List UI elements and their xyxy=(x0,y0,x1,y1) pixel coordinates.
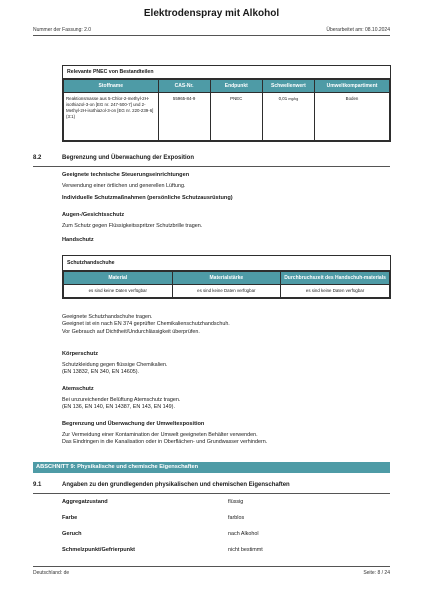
material-cell: es sind keine Daten verfügbar xyxy=(64,285,173,298)
property-label: Geruch xyxy=(62,531,82,537)
text-line: Das Eindringen in die Kanalisation oder in Oberflächen- und Grundwasser verhindern. xyxy=(62,439,268,446)
endpoint-cell: PNEC xyxy=(210,93,262,141)
pnec-header-row xyxy=(64,80,390,93)
text-line: Bei unzureichender Belüftung Atemschutz tragen. xyxy=(62,397,181,403)
version-number: Nummer der Fassung: 2.0 xyxy=(33,27,92,33)
pnec-table xyxy=(63,79,390,141)
footer-country: Deutschland: de xyxy=(33,570,70,576)
section-divider xyxy=(33,166,390,167)
text-line: Geeignet ist ein nach EN 374 geprüfter Chemikalienschutzhandschuh. xyxy=(62,321,230,328)
section-9-banner: ABSCHNITT 9: Physikalische und chemische Eigenschaften xyxy=(33,462,390,473)
material-thickness-cell: es sind keine Daten verfügbar xyxy=(172,285,281,298)
pnec-table-box xyxy=(62,65,391,142)
environmental-exposure-text xyxy=(62,432,267,447)
section-divider xyxy=(33,493,390,494)
threshold-unit: mg/kg xyxy=(288,97,299,102)
gloves-table xyxy=(63,271,390,298)
individual-protection-heading: Individuelle Schutzmaßnahmen (persönliche Schutzausrüstung) xyxy=(62,195,233,201)
respiratory-protection-text xyxy=(62,397,180,412)
gloves-col-header: Materialstärke xyxy=(172,272,281,285)
subsection-title: Angaben zu den grundlegenden physikalischen und chemischen Eigenschaften xyxy=(62,482,290,488)
pnec-col-header: CAS-Nr. xyxy=(158,80,210,93)
body-protection-text xyxy=(62,362,167,377)
subsection-number: 9.1 xyxy=(33,482,42,488)
body-protection-heading: Körperschutz xyxy=(62,351,99,357)
gloves-table-title: Schutzhandschuhe xyxy=(63,256,390,271)
pnec-col-header: Stoffname xyxy=(64,80,159,93)
property-value: farblos xyxy=(228,515,245,521)
text-line: (EN 13832, EN 340, EN 14605). xyxy=(62,369,140,376)
table-row xyxy=(64,285,390,298)
pnec-col-header: Schwellenwert xyxy=(262,80,314,93)
property-value: flüssig xyxy=(228,499,244,505)
pnec-table-title: Relevante PNEC von Bestandteilen xyxy=(63,66,390,79)
eye-protection-text: Zum Schutz gegen Flüssigkeitsspritzer Schutzbrille tragen. xyxy=(62,223,203,229)
eye-protection-heading: Augen-/Gesichtsschutz xyxy=(62,212,125,218)
threshold-cell xyxy=(262,93,314,141)
text-line: Zur Vermeidung einer Kontamination der Umwelt geeigneten Behälter verwenden. xyxy=(62,432,258,438)
property-label: Farbe xyxy=(62,515,78,521)
respiratory-protection-heading: Atemschutz xyxy=(62,386,94,392)
footer-divider xyxy=(33,566,390,567)
substance-name-cell: Reaktionsmasse aus 5-Chlor-2-methyl-2H-isothiazol-3-on [EG nr. 247-500-7] und 2-Methyl-2H-isothiazol-3-on [EG nr. 220-239-6] (3:1) xyxy=(64,93,159,141)
pnec-col-header: Umweltkompartiment xyxy=(315,80,390,93)
compartment-cell: Boden xyxy=(315,93,390,141)
property-label: Aggregatzustand xyxy=(62,499,108,505)
header-divider xyxy=(33,35,390,36)
hand-protection-text xyxy=(62,314,230,336)
pnec-col-header: Endpunkt xyxy=(210,80,262,93)
breakthrough-time-cell: es sind keine Daten verfügbar xyxy=(281,285,390,298)
cas-number-cell: 55965-84-9 xyxy=(158,93,210,141)
text-line: (EN 136, EN 140, EN 14387, EN 143, EN 149). xyxy=(62,404,175,411)
text-line: Vor Gebrauch auf Dichtheit/Undurchlässigkeit überprüfen. xyxy=(62,328,200,335)
text-line: Schutzkleidung gegen flüssige Chemikalien. xyxy=(62,362,168,368)
property-value: nicht bestimmt xyxy=(228,547,263,553)
technical-controls-text: Verwendung einer örtlichen und generellen Lüftung. xyxy=(62,183,186,189)
page-number: Seite: 8 / 24 xyxy=(363,570,390,576)
table-row xyxy=(64,93,390,141)
revision-date: Überarbeitet am: 08.10.2024 xyxy=(326,27,390,33)
property-label: Schmelzpunkt/Gefrierpunkt xyxy=(62,547,136,553)
property-value: nach Alkohol xyxy=(228,531,259,537)
environmental-exposure-heading: Begrenzung und Überwachung der Umweltexposition xyxy=(62,421,205,427)
hand-protection-heading: Handschutz xyxy=(62,237,94,243)
threshold-value: 0,01 xyxy=(278,96,288,102)
gloves-col-header: Material xyxy=(64,272,173,285)
gloves-table-box xyxy=(62,255,391,299)
section-number: 8.2 xyxy=(33,155,42,161)
gloves-col-header: Durchbruchszeit des Handschuh-materials xyxy=(281,272,390,285)
technical-controls-heading: Geeignete technische Steuerungseinrichtungen xyxy=(62,172,190,178)
section-title: Begrenzung und Überwachung der Exposition xyxy=(62,155,195,161)
text-line: Geeignete Schutzhandschuhe tragen. xyxy=(62,314,153,320)
document-title: Elektrodenspray mit Alkohol xyxy=(143,8,280,19)
gloves-header-row xyxy=(64,272,390,285)
